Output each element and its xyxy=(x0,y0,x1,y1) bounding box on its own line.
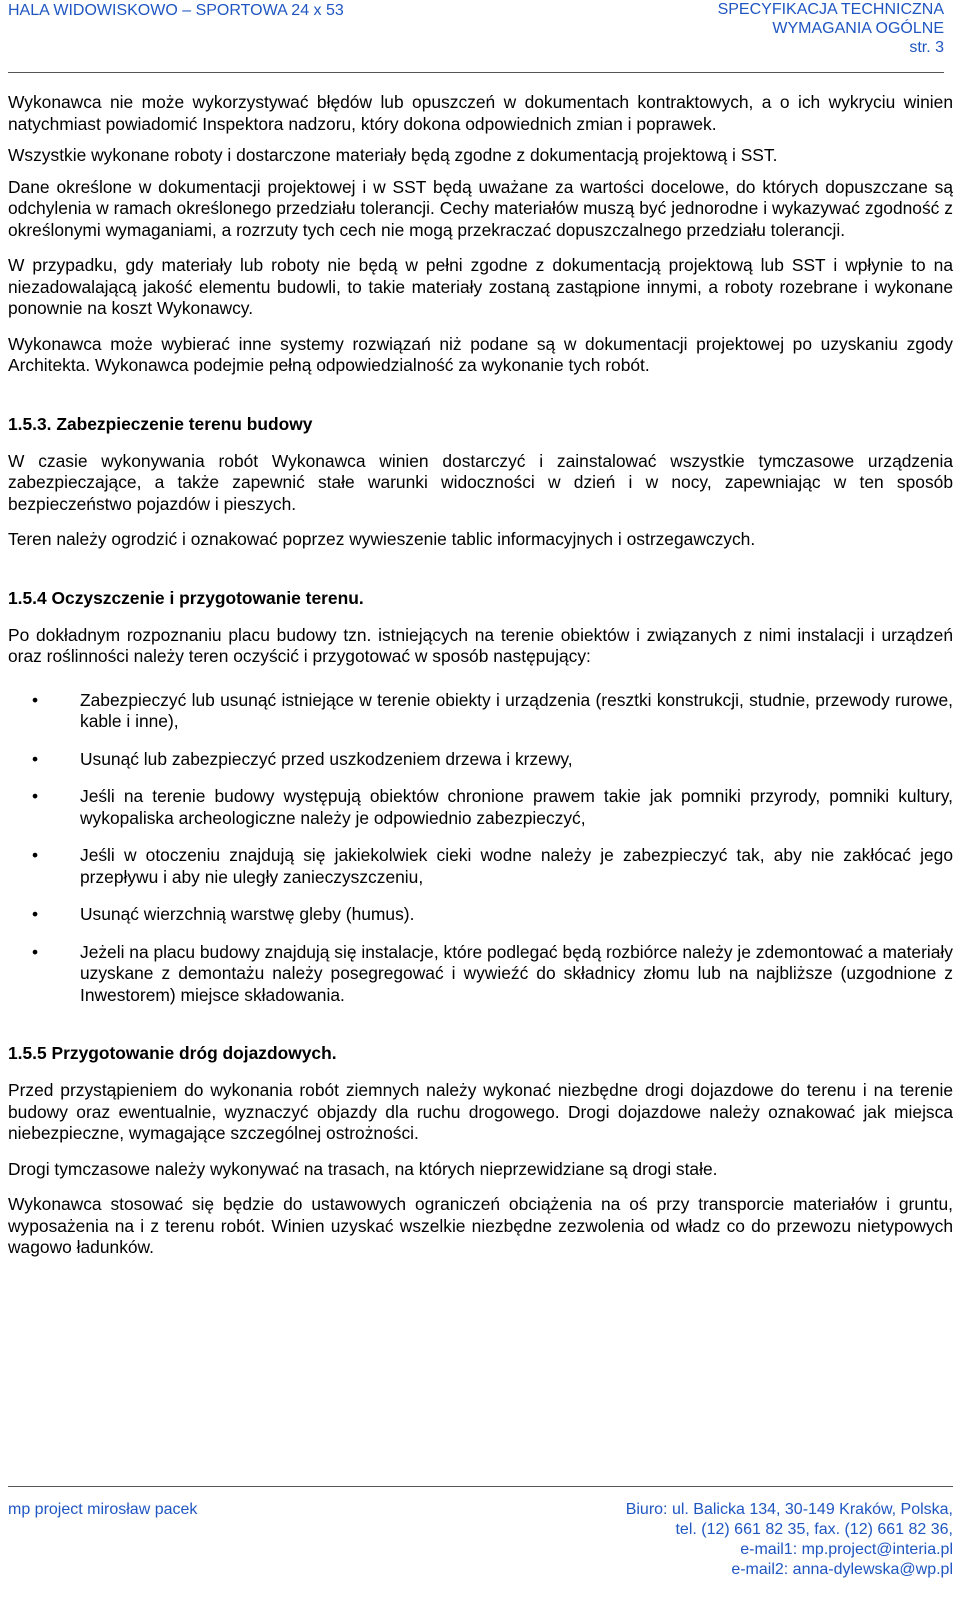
paragraph: Dane określone w dokumentacji projektowej i w SST będą uważane za wartości docelowe, do których dopuszczane są odchylenia w ramach określonego przedziału tolerancji. Cechy materiałów muszą być jednorodne i wykazywać zgodność z określonymi wymaganiami, a rozrzuty tych cech nie mogą przekraczać dopuszczalnego przedziału tolerancji. xyxy=(8,176,953,240)
bullet-icon: • xyxy=(32,786,39,806)
bullet-icon: • xyxy=(32,904,39,924)
document-body xyxy=(8,92,953,1273)
email-2: e-mail2: anna-dylewska@wp.pl xyxy=(731,1561,953,1578)
list-item xyxy=(8,904,953,926)
section-heading-1-5-5: 1.5.5 Przygotowanie dróg dojazdowych. xyxy=(8,1043,337,1063)
project-title: HALA WIDOWISKOWO – SPORTOWA 24 x 53 xyxy=(8,2,344,19)
paragraph: Wykonawca nie może wykorzystywać błędów lub opuszczeń w dokumentach kontraktowych, a o ich wykryciu winien natychmiast powiadomić Inspektora nadzoru, który dokona odpowiednich zmian i poprawek. xyxy=(8,92,953,134)
paragraph: Przed przystąpieniem do wykonania robót ziemnych należy wykonać niezbędne drogi dojazdowe do terenu i na terenie budowy oraz ewentualnie, wyznaczyć objazdy dla ruchu drogowego. Drogi dojazdowe należy oznakować jak miejsca niebezpieczne, wymagające szczególnej ostrożności. xyxy=(8,1080,953,1143)
spec-subtitle: WYMAGANIA OGÓLNE xyxy=(772,20,944,37)
office-address: Biuro: ul. Balicka 134, 30-149 Kraków, Polska, xyxy=(625,1501,953,1518)
phone-fax: tel. (12) 661 82 35, fax. (12) 661 82 36, xyxy=(675,1521,953,1538)
list-item-text: Jeżeli na placu budowy znajdują się instalacje, które podlegać będą rozbiórce należy je zdemontować a materiały uzyskane z demontażu należy posegregować i wywieźć do składnicy złomu lub na najbliższe (uzgodnione z Inwestorem) miejsce składowania. xyxy=(80,941,953,1005)
list-item-text: Jeśli na terenie budowy występują obiektów chronione prawem takie jak pomniki przyrody, pomniki kultury, wykopaliska archeologiczne należy je odpowiednio zabezpieczyć, xyxy=(80,786,953,828)
paragraph: Drogi tymczasowe należy wykonywać na trasach, na których nieprzewidziane są drogi stałe. xyxy=(8,1158,718,1179)
paragraph: Wszystkie wykonane roboty i dostarczone materiały będą zgodne z dokumentacją projektową i SST. xyxy=(8,145,778,165)
document-info xyxy=(718,0,944,57)
spec-title: SPECYFIKACJA TECHNICZNA xyxy=(717,1,944,18)
page-footer xyxy=(8,1500,953,1605)
list-item xyxy=(8,749,953,771)
page-number: str. 3 xyxy=(909,39,944,56)
header-divider xyxy=(8,72,944,73)
list-item xyxy=(8,690,953,733)
bullet-icon: • xyxy=(32,689,39,710)
paragraph: Teren należy ogrodzić i oznakować poprzez wywieszenie tablic informacyjnych i ostrzegawczych. xyxy=(8,529,756,549)
contact-info xyxy=(626,1500,953,1580)
list-item xyxy=(8,942,953,1007)
list-item xyxy=(8,786,953,829)
email-1: e-mail1: mp.project@interia.pl xyxy=(740,1541,953,1558)
paragraph: Wykonawca może wybierać inne systemy rozwiązań niż podane są w dokumentacji projektowej po uzyskaniu zgody Architekta. Wykonawca podejmie pełną odpowiedzialność za wykonanie tych robót. xyxy=(8,333,953,375)
paragraph: W przypadku, gdy materiały lub roboty nie będą w pełni zgodne z dokumentacją projektową lub SST i wpłynie to na niezadowalającą jakość elementu budowli, to takie materiały zostaną zastąpione innymi, a roboty rozebrane i wykonane ponownie na koszt Wykonawcy. xyxy=(8,255,953,318)
section-heading-1-5-4: 1.5.4 Oczyszczenie i przygotowanie terenu. xyxy=(8,587,364,608)
paragraph: Wykonawca stosować się będzie do ustawowych ograniczeń obciążenia na oś przy transporcie materiałów i gruntu, wyposażenia na i z terenu robót. Winien uzyskać wszelkie niezbędne zezwolenia od władz co do przewozu nietypowych wagowo ładunków. xyxy=(8,1194,953,1257)
paragraph: Po dokładnym rozpoznaniu placu budowy tzn. istniejących na terenie obiektów i związanych z nimi instalacji i urządzeń oraz roślinności należy teren oczyścić i przygotować w sposób następujący: xyxy=(8,624,953,666)
section-heading-1-5-3: 1.5.3. Zabezpieczenie terenu budowy xyxy=(8,413,313,434)
footer-divider xyxy=(8,1486,953,1487)
list-item xyxy=(8,845,953,888)
list-item-text: Usunąć wierzchnią warstwę gleby (humus). xyxy=(80,904,415,924)
bullet-icon: • xyxy=(32,845,39,865)
list-item-text: Zabezpieczyć lub usunąć istniejące w terenie obiekty i urządzenia (resztki konstrukcji, studnie, przewody rurowe, kable i inne), xyxy=(80,689,953,731)
paragraph: W czasie wykonywania robót Wykonawca winien dostarczyć i zainstalować wszystkie tymczasowe urządzenia zabezpieczające, a także zapewnić stałe warunki widoczności w dzień i w nocy, zapewniając w ten sposób bezpieczeństwo pojazdów i pieszych. xyxy=(8,450,953,514)
list-item-text: Usunąć lub zabezpieczyć przed uszkodzeniem drzewa i krzewy, xyxy=(80,748,573,769)
list-item-text: Jeśli w otoczeniu znajdują się jakiekolwiek cieki wodne należy je zabezpieczyć tak, aby nie zakłócać jego przepływu i aby nie uległy zanieczyszczeniu, xyxy=(80,845,953,887)
page-header xyxy=(8,0,960,72)
bullet-list xyxy=(8,690,953,1007)
bullet-icon: • xyxy=(32,748,39,769)
company-name: mp project mirosław pacek xyxy=(8,1501,198,1518)
bullet-icon: • xyxy=(32,941,39,962)
